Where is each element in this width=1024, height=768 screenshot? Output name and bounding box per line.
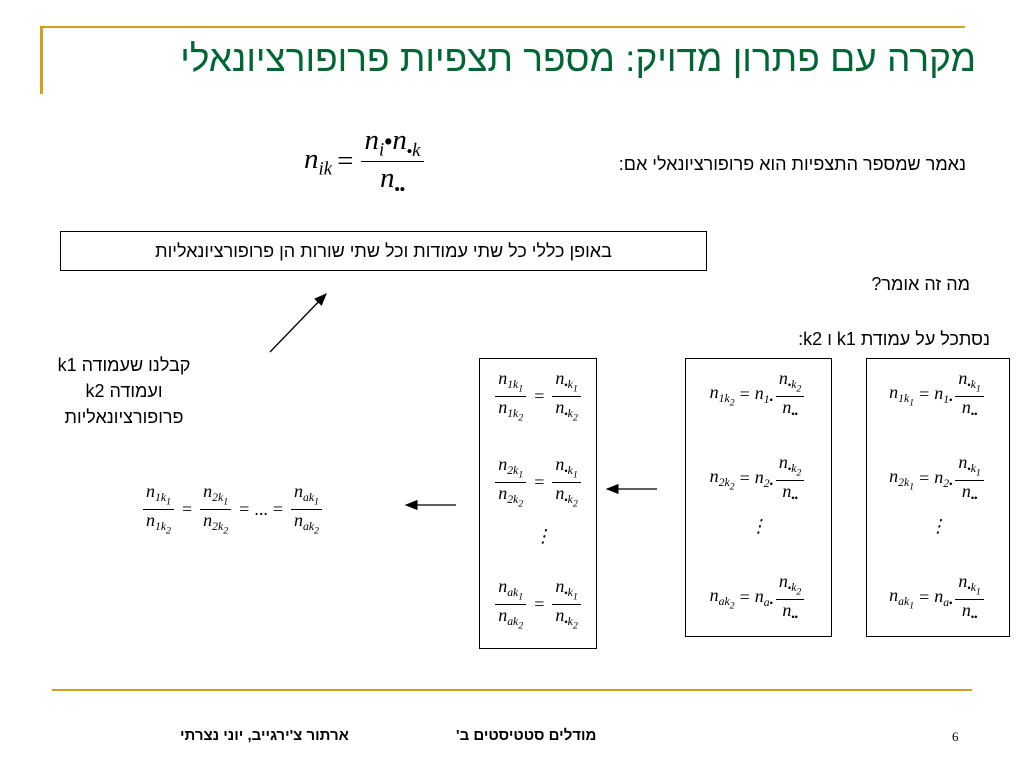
ratio-row-2: $\frac{n_{2k_1}}{n_{2k_2}}$ = $\frac{n_{•k_1}}{n_{•k_2}}$ [480, 455, 596, 510]
column-k1-panel [866, 358, 1010, 637]
ratio-vdots: ⋮ [534, 526, 552, 546]
k2-row-1: $n_{1k_2}$ = $n_{1•}$ $\frac{n_{•k_2}}{n_{••}}$ [686, 369, 831, 421]
arrow-to-statement [270, 294, 326, 352]
ratio-row-a: $\frac{n_{ak_1}}{n_{ak_2}}$ = $\frac{n_{•k_1}}{n_{•k_2}}$ [480, 577, 596, 632]
page-number: 6 [952, 729, 959, 744]
question-text: מה זה אומר? [871, 274, 970, 294]
conclusion-line-2: ועמודה k2 [85, 381, 163, 401]
intro-text: נאמר שמספר התצפיות הוא פרופורציונאלי אם: [618, 154, 966, 174]
k1-row-1: $n_{1k_1}$ = $n_{1•}$ $\frac{n_{•k_1}}{n_{••}}$ [867, 369, 1009, 421]
columns-text: נסתכל על עמודת k1 ו k2: [798, 329, 990, 349]
proportional-formula: $n_{ik}$ = $\frac{n_i•n_{•k}}{n_{••}}$ [304, 125, 427, 199]
k1-row-2: $n_{2k_1}$ = $n_{2•}$ $\frac{n_{•k_1}}{n_{••}}$ [867, 453, 1009, 505]
column-k2-panel [685, 358, 832, 637]
conclusion-line-1: קבלנו שעמודה k1 [57, 355, 191, 375]
ratio-chain: $\frac{n_{1k_1}}{n_{1k_2}}$ = $\frac{n_{2k_1}}{n_{2k_2}}$ = ... = $\frac{n_{ak_1}}{n_{ak_2}}$ [140, 482, 325, 537]
footer-authors: ארתור צ'ירגייב, יוני נצרתי [180, 727, 349, 744]
k2-vdots: ⋮ [749, 516, 768, 536]
conclusion-line-3: פרופורציונאליות [64, 407, 184, 427]
k2-row-a: $n_{ak_2}$ = $n_{a•}$ $\frac{n_{•k_2}}{n_{••}}$ [686, 572, 831, 624]
slide-title: מקרה עם פתרון מדויק: מספר תצפיות פרופורציונאלי [180, 38, 976, 79]
k1-vdots: ⋮ [929, 516, 947, 536]
ratio-row-1: $\frac{n_{1k_1}}{n_{1k_2}}$ = $\frac{n_{•k_1}}{n_{•k_2}}$ [480, 369, 596, 424]
ratio-panel [479, 358, 597, 649]
general-statement-text: באופן כללי כל שתי עמודות וכל שתי שורות הן פרופורציונאליות [155, 240, 612, 261]
formula-lhs: $n_{ik}$ [304, 143, 333, 180]
k1-row-a: $n_{ak_1}$ = $n_{a•}$ $\frac{n_{•k_1}}{n_{••}}$ [867, 572, 1009, 624]
k2-row-2: $n_{2k_2}$ = $n_{2•}$ $\frac{n_{•k_2}}{n_{••}}$ [686, 453, 831, 505]
formula-fraction: $\frac{n_i•n_{•k}}{n_{••}}$ [361, 125, 423, 199]
footer-course: מודלים סטטיסטים ב' [456, 727, 597, 744]
